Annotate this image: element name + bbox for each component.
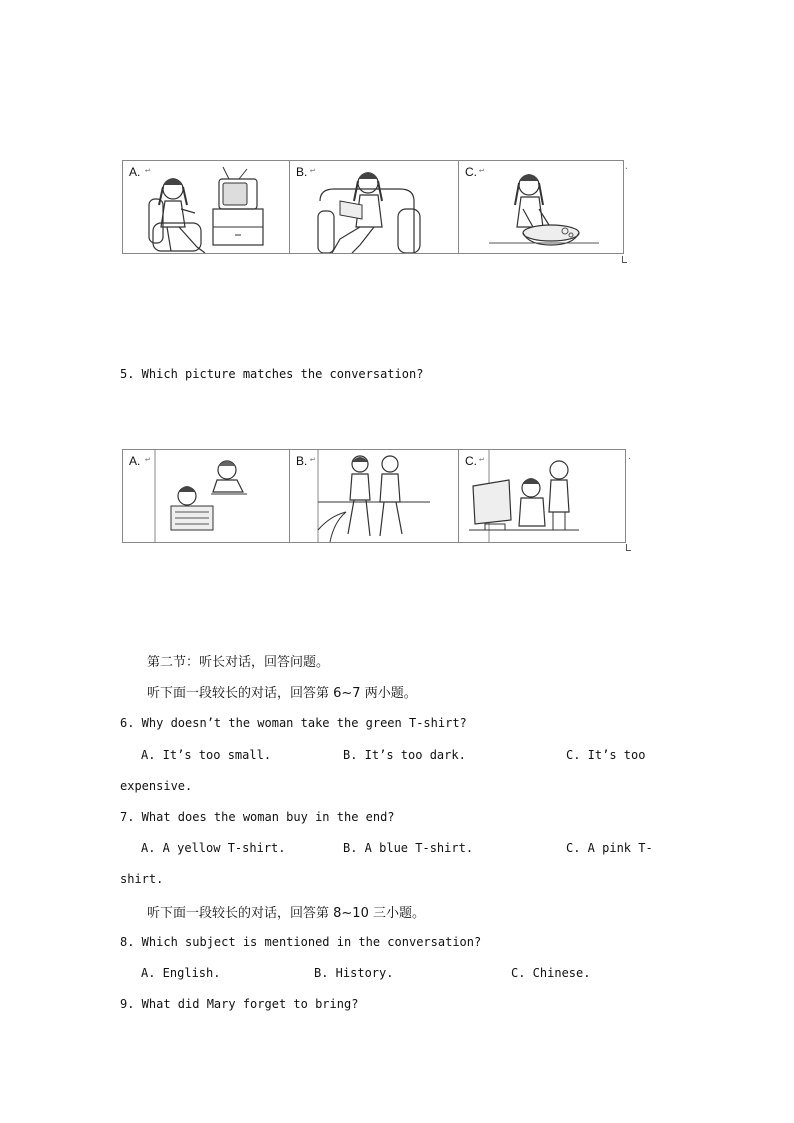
q8-option-a[interactable]: A. English. (141, 966, 221, 980)
q8-question: 8. Which subject is mentioned in the conversation? (120, 935, 482, 949)
q5-question: 5. Which picture matches the conversation? (120, 367, 424, 381)
q5-option-b-label: B. (296, 454, 308, 468)
q6-question: 6. Why doesn’t the woman take the green T-shirt? (120, 716, 467, 730)
q6-option-c[interactable]: C. It’s too (566, 748, 646, 762)
q4-option-b-label: B. (296, 165, 308, 179)
girl-reading-in-armchair-icon (290, 161, 458, 253)
q7-option-b[interactable]: B. A blue T-shirt. (343, 841, 474, 855)
girl-and-boy-walking-icon (290, 450, 458, 542)
girl-watching-tv-icon (123, 161, 289, 253)
q9-question: 9. What did Mary forget to bring? (120, 997, 359, 1011)
q4-option-c-label: C. (465, 165, 477, 179)
q5-option-a-label: A. (129, 454, 141, 468)
q7-option-c[interactable]: C. A pink T- (566, 841, 653, 855)
section2-instruction-2: 听下面一段较长的对话，回答第 8~10 三小题。 (147, 906, 425, 921)
q8-option-c[interactable]: C. Chinese. (511, 966, 591, 980)
q5-option-c[interactable]: C. ↵ (459, 450, 626, 543)
section2-instruction-1: 听下面一段较长的对话，回答第 6~7 两小题。 (147, 686, 417, 701)
q4-picture-table (122, 160, 624, 254)
q8-option-b[interactable]: B. History. (314, 966, 394, 980)
q4-option-a[interactable]: A. ↵ (123, 161, 290, 254)
q7-option-a[interactable]: A. A yellow T-shirt. (141, 841, 286, 855)
q5-picture-table (122, 449, 626, 543)
q6-option-c-continued: expensive. (120, 779, 193, 793)
section2-heading: 第二节：听长对话，回答问题。 (147, 655, 330, 670)
q4-option-b[interactable]: B. ↵ (290, 161, 459, 254)
q5-option-b[interactable]: B. ↵ (290, 450, 459, 543)
girl-reading-newspaper-boy-icon (123, 450, 289, 542)
q4-option-c[interactable]: C. ↵ (459, 161, 624, 254)
q5-option-c-label: C. (465, 454, 477, 468)
q7-question: 7. What does the woman buy in the end? (120, 810, 395, 824)
q7-option-c-continued: shirt. (120, 872, 164, 886)
children-at-computer-icon (459, 450, 625, 542)
q4-option-a-label: A. (129, 165, 141, 179)
q6-option-a[interactable]: A. It’s too small. (141, 748, 272, 762)
q6-option-b[interactable]: B. It’s too dark. (343, 748, 466, 762)
girl-washing-clothes-icon (459, 161, 623, 253)
q5-option-a[interactable]: A. ↵ (123, 450, 290, 543)
